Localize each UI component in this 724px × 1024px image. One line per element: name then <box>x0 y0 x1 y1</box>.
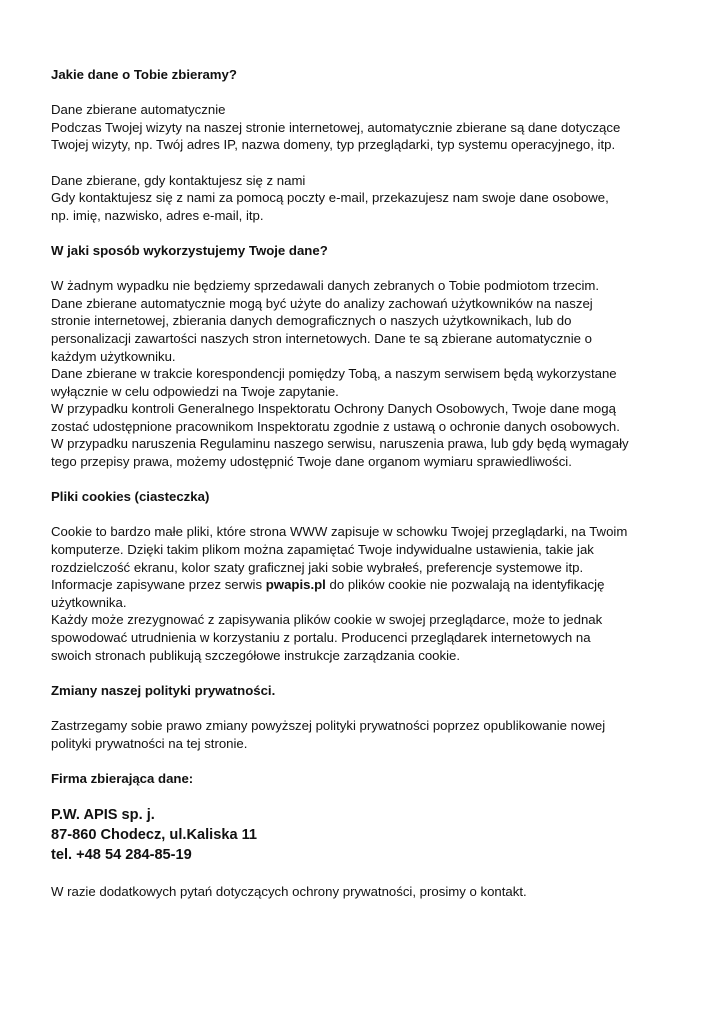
contact-data-title: Dane zbierane, gdy kontaktujesz się z nami <box>51 172 306 188</box>
auto-data-title: Dane zbierane automatycznie <box>51 102 226 118</box>
auto-data-paragraph <box>51 101 651 154</box>
text-line: komputerze. Dzięki takim plikom można zapamiętać Twoje indywidualne ustawienia, takie jak <box>51 542 594 558</box>
text-line: W przypadku kontroli Generalnego Inspektoratu Ochrony Danych Osobowych, Twoje dane mogą <box>51 401 616 417</box>
site-name: pwapis.pl <box>265 577 326 593</box>
heading-data-usage: W jaki sposób wykorzystujemy Twoje dane? <box>51 242 328 258</box>
text-line: zostać udostępnione pracownikom Inspektoratu zgodnie z ustawą o ochronie danych osobowych. <box>51 418 620 434</box>
company-phone: tel. +48 54 284-85-19 <box>51 846 192 863</box>
company-info <box>51 805 651 865</box>
cookies-paragraph <box>51 523 651 664</box>
company-name: P.W. APIS sp. j. <box>51 806 155 823</box>
policy-changes-paragraph <box>51 717 651 752</box>
text-line: Zastrzegamy sobie prawo zmiany powyższej polityki prywatności poprzez opublikowanie nowej <box>51 717 606 733</box>
heading-data-collected: Jakie dane o Tobie zbieramy? <box>51 67 237 82</box>
text-line: każdym użytkowniku. <box>51 348 176 364</box>
closing-paragraph: W razie dodatkowych pytań dotyczących ochrony prywatności, prosimy o kontakt. <box>51 883 527 899</box>
heading-cookies: Pliki cookies (ciasteczka) <box>51 489 210 505</box>
heading-policy-changes: Zmiany naszej polityki prywatności. <box>51 682 276 698</box>
text-line: wyłącznie w celu odpowiedzi na Twoje zapytanie. <box>51 383 339 399</box>
text-line: użytkownika. <box>51 594 127 610</box>
text-line: Twojej wizyty, np. Twój adres IP, nazwa domeny, typ przeglądarki, typ systemu operacyjnego, itp. <box>51 137 616 153</box>
text-line: Każdy może zrezygnować z zapisywania plików cookie w swojej przeglądarce, może to jednak <box>51 612 603 628</box>
cookies-info-line <box>51 576 651 594</box>
heading-company: Firma zbierająca dane: <box>51 770 194 786</box>
info-suffix: do plików cookie nie pozwalają na identyfikację <box>325 577 605 593</box>
text-line: stronie internetowej, zbierania danych demograficznych o naszych użytkownikach, lub do <box>51 313 572 329</box>
text-line: W przypadku naruszenia Regulaminu naszego serwisu, naruszenia prawa, lub gdy będą wymagały <box>51 436 629 452</box>
text-line: swoich stronach publikują szczegółowe instrukcje zarządzania cookie. <box>51 647 461 663</box>
privacy-policy-document <box>51 66 651 900</box>
text-line: rozdzielczość ekranu, kolor szaty graficznej jaki sobie wybrałeś, preferencje systemowe itp. <box>51 559 584 575</box>
text-line: spowodować utrudnienia w korzystaniu z portalu. Producenci przeglądarek internetowych na <box>51 630 591 645</box>
info-prefix: Informacje zapisywane przez serwis <box>51 577 266 593</box>
text-line: Dane zbierane automatycznie mogą być użyte do analizy zachowań użytkowników na naszej <box>51 295 593 311</box>
text-line: np. imię, nazwisko, adres e-mail, itp. <box>51 207 264 223</box>
company-address: 87-860 Chodecz, ul.Kaliska 11 <box>51 826 258 843</box>
text-line: Gdy kontaktujesz się z nami za pomocą poczty e-mail, przekazujesz nam swoje dane osobowe, <box>51 190 609 206</box>
text-line: Cookie to bardzo małe pliki, które strona WWW zapisuje w schowku Twojej przeglądarki, na Twoim <box>51 524 628 540</box>
text-line: Podczas Twojej wizyty na naszej stronie internetowej, automatycznie zbierane są dane dotyczące <box>51 119 621 135</box>
contact-data-paragraph <box>51 172 651 225</box>
text-line: personalizacji zawartości naszych stron internetowych. Dane te są zbierane automatycznie o <box>51 330 592 346</box>
text-line: tego przepisy prawa, możemy udostępnić Twoje dane organom wymiaru sprawiedliwości. <box>51 454 572 470</box>
text-line: W żadnym wypadku nie będziemy sprzedawali danych zebranych o Tobie podmiotom trzecim. <box>51 278 600 294</box>
data-usage-paragraph <box>51 277 651 471</box>
text-line: polityki prywatności na tej stronie. <box>51 735 248 751</box>
text-line: Dane zbierane w trakcie korespondencji pomiędzy Tobą, a naszym serwisem będą wykorzystane <box>51 366 617 382</box>
